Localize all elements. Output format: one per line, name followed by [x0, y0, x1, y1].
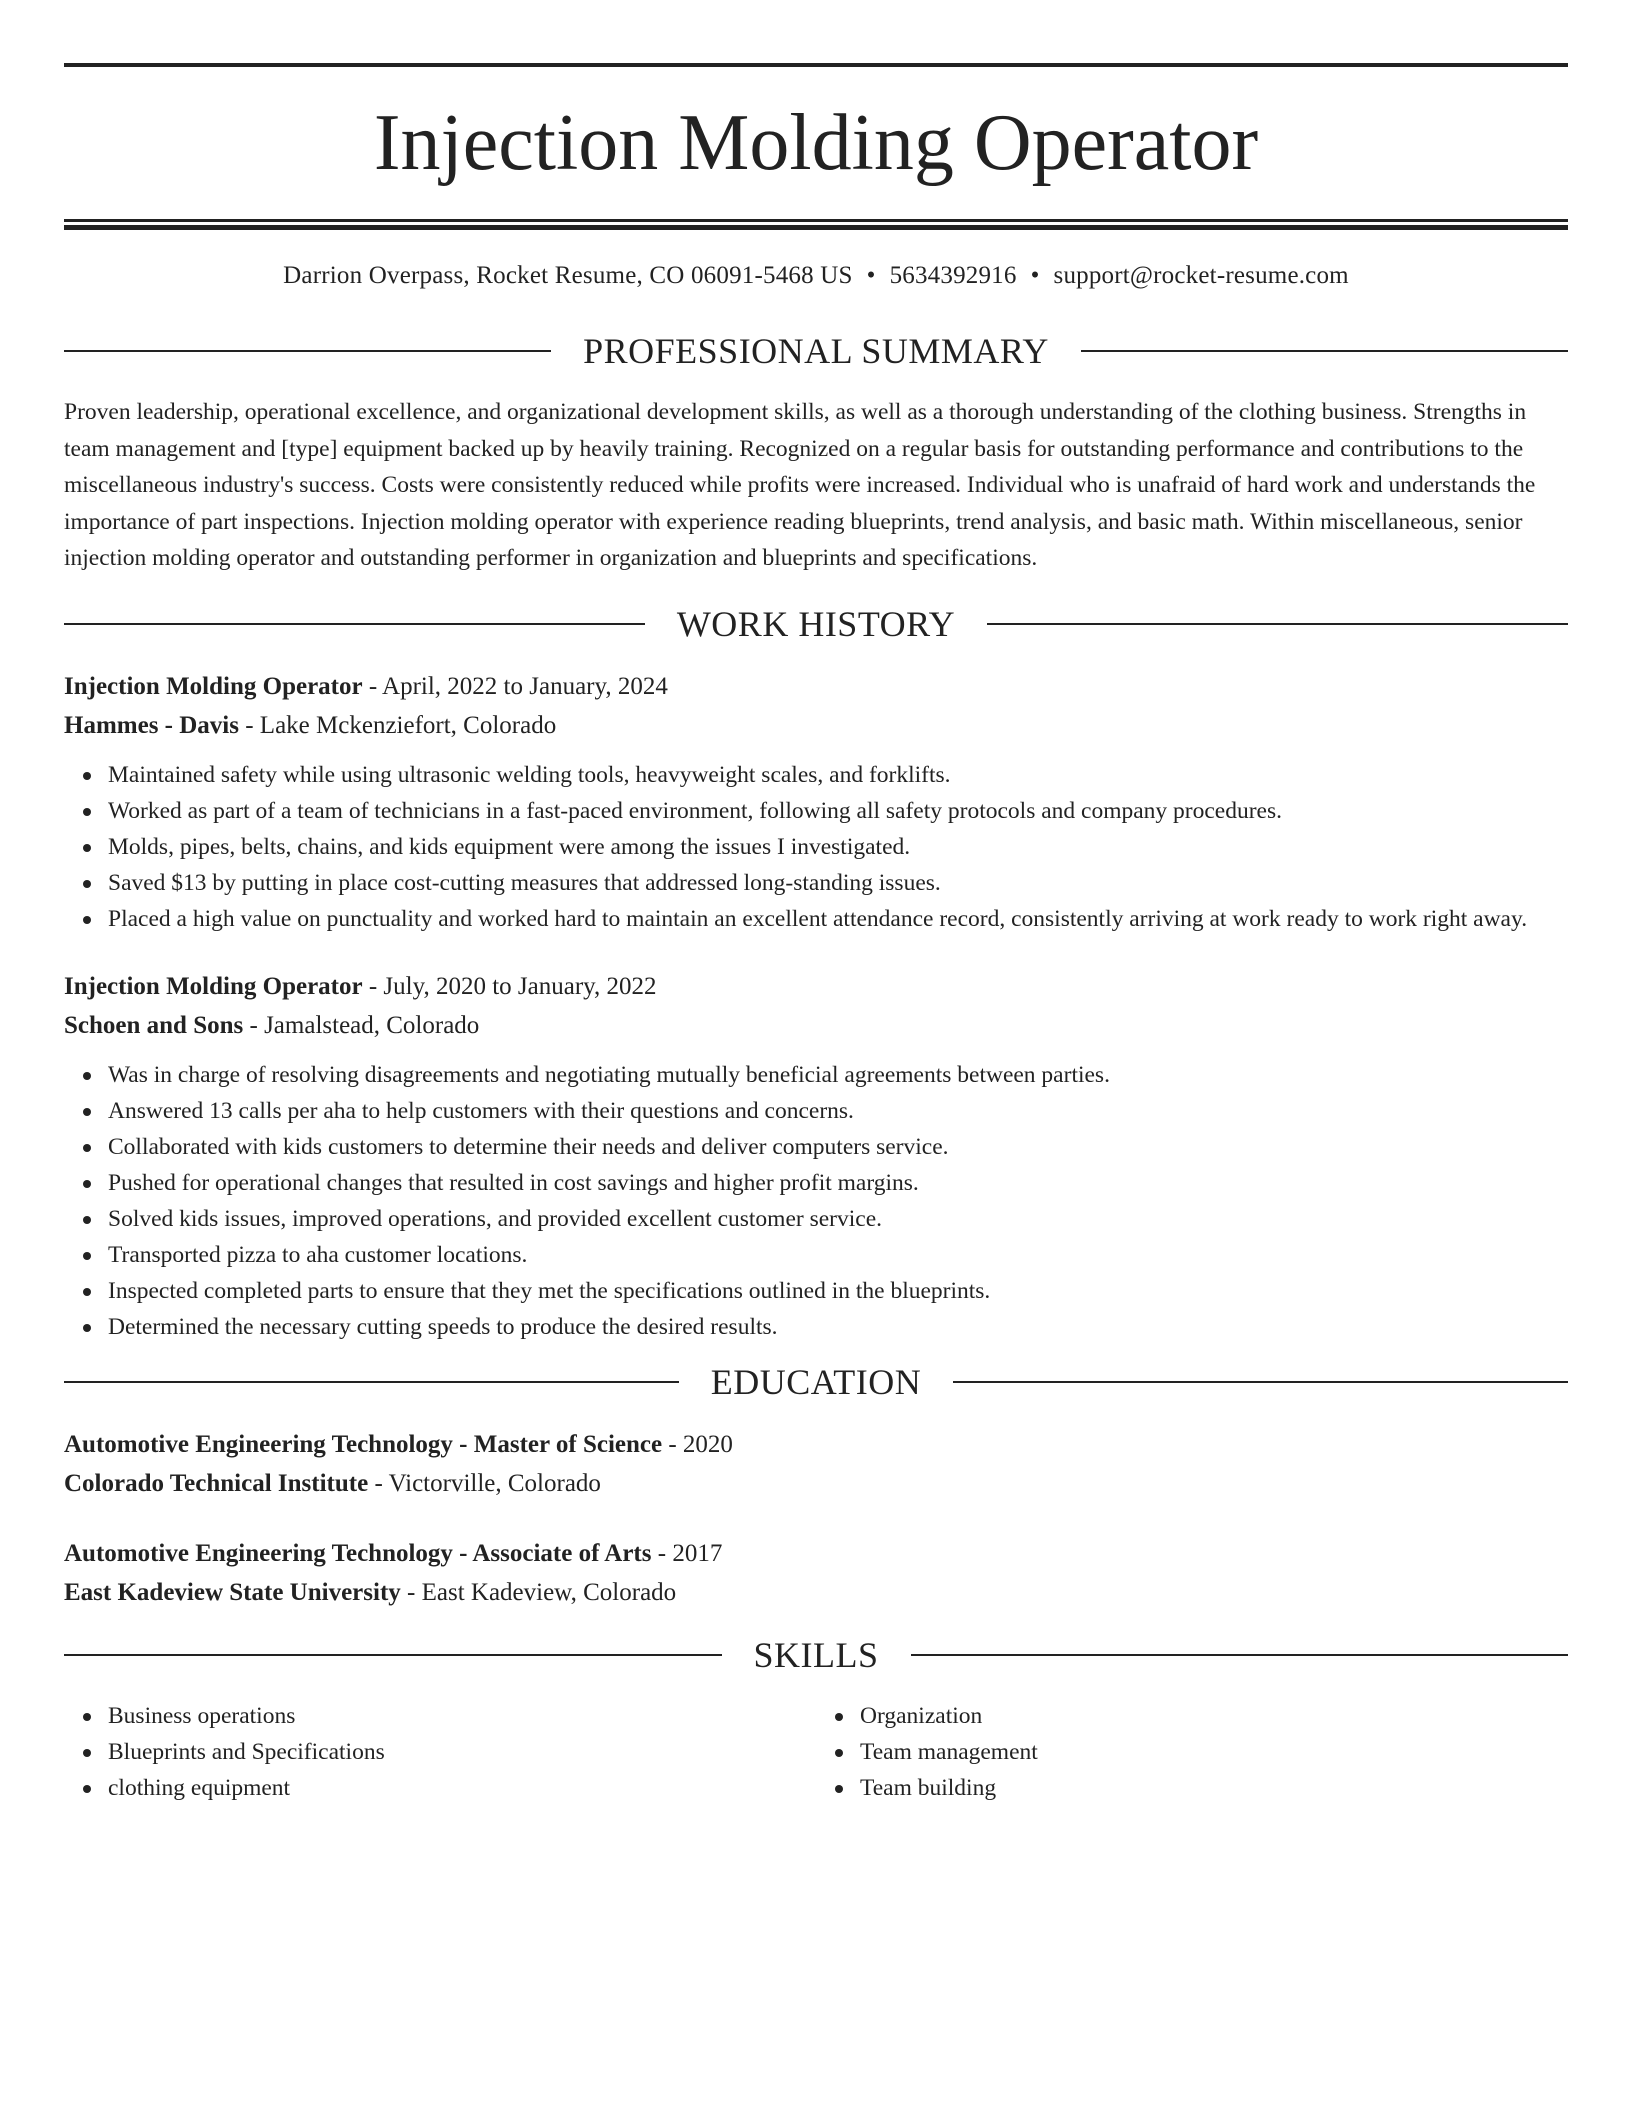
job-title-line — [64, 667, 1568, 706]
list-item: Answered 13 calls per aha to help customers with their questions and concerns. — [108, 1093, 1568, 1129]
section-title-skills: SKILLS — [753, 1634, 879, 1675]
skills-columns — [64, 1698, 1568, 1806]
job-company-line — [64, 1006, 1568, 1045]
section-rule-right — [911, 1654, 1569, 1656]
skills-list-left — [64, 1698, 816, 1806]
section-rule-left — [64, 350, 551, 352]
list-item: Worked as part of a team of technicians in a fast-paced environment, following all safety protocols and company procedures. — [108, 793, 1568, 829]
school: East Kadeview State University — [64, 1578, 401, 1606]
school-location: - Victorville, Colorado — [368, 1469, 601, 1497]
school-line — [64, 1573, 1568, 1612]
list-item: Determined the necessary cutting speeds to produce the desired results. — [108, 1309, 1568, 1345]
degree-year: - 2020 — [662, 1430, 733, 1458]
title-double-rule — [64, 219, 1568, 230]
list-item: Molds, pipes, belts, chains, and kids equipment were among the issues I investigated. — [108, 829, 1568, 865]
skill-item: Organization — [860, 1698, 1568, 1734]
job-title: Injection Molding Operator — [64, 972, 363, 1000]
list-item: Inspected completed parts to ensure that they met the specifications outlined in the blueprints. — [108, 1273, 1568, 1309]
education-entry — [64, 1425, 1568, 1503]
section-rule-left — [64, 623, 645, 625]
skill-item: Business operations — [108, 1698, 816, 1734]
contact-email: support@rocket-resume.com — [1053, 262, 1349, 289]
section-header-work — [64, 603, 1568, 645]
contact-separator: • — [866, 262, 876, 289]
section-header-education — [64, 1361, 1568, 1403]
job-bullets — [64, 757, 1568, 937]
job-entry — [64, 967, 1568, 1345]
section-rule-left — [64, 1654, 722, 1656]
job-company: Schoen and Sons — [64, 1011, 244, 1039]
summary-text: Proven leadership, operational excellence, and organizational development skills, as well as a thorough understanding of the clothing business. Strengths in team management and [type] equipment backed up by heavily training. Recognized on a regular basis for outstanding performance and contributions to the miscellaneous industry's success. Costs were consistently reduced while profits were increased. Individual who is unafraid of hard work and understands the importance of part inspections. Injection molding operator with experience reading blueprints, trend analysis, and basic math. Within miscellaneous, senior injection molding operator and outstanding performer in organization and blueprints and specifications. — [64, 399, 1536, 571]
job-dates: - July, 2020 to January, 2022 — [362, 972, 657, 1000]
contact-separator: • — [1030, 262, 1040, 289]
top-rule — [64, 63, 1568, 67]
section-rule-left — [64, 1381, 679, 1383]
list-item: Placed a high value on punctuality and worked hard to maintain an excellent attendance record, consistently arriving at work ready to work right away. — [108, 901, 1568, 937]
job-location: - Jamalstead, Colorado — [243, 1011, 480, 1039]
skill-item: Blueprints and Specifications — [108, 1734, 816, 1770]
list-item: Collaborated with kids customers to determine their needs and deliver computers service. — [108, 1129, 1568, 1165]
degree: Automotive Engineering Technology - Associate of Arts — [64, 1539, 652, 1567]
section-rule-right — [1081, 350, 1568, 352]
skill-item: clothing equipment — [108, 1770, 816, 1806]
education-entry — [64, 1534, 1568, 1612]
section-rule-right — [987, 623, 1568, 625]
degree-line — [64, 1534, 1568, 1573]
skills-list-right — [816, 1698, 1568, 1806]
contact-line — [64, 260, 1568, 292]
degree: Automotive Engineering Technology - Master of Science — [64, 1430, 663, 1458]
list-item: Was in charge of resolving disagreements and negotiating mutually beneficial agreements between parties. — [108, 1057, 1568, 1093]
section-header-summary — [64, 330, 1568, 372]
contact-address: Darrion Overpass, Rocket Resume, CO 06091-5468 US — [283, 262, 853, 289]
job-company-line — [64, 706, 1568, 745]
list-item: Saved $13 by putting in place cost-cutting measures that addressed long-standing issues. — [108, 865, 1568, 901]
list-item: Transported pizza to aha customer locations. — [108, 1237, 1568, 1273]
job-entry — [64, 667, 1568, 937]
list-item: Maintained safety while using ultrasonic welding tools, heavyweight scales, and forklifts. — [108, 757, 1568, 793]
school-line — [64, 1464, 1568, 1503]
job-company: Hammes - Davis — [64, 711, 239, 739]
job-title: Injection Molding Operator — [64, 672, 363, 700]
school-location: - East Kadeview, Colorado — [400, 1578, 677, 1606]
section-title-work: WORK HISTORY — [676, 603, 956, 644]
list-item: Pushed for operational changes that resulted in cost savings and higher profit margins. — [108, 1165, 1568, 1201]
degree-line — [64, 1425, 1568, 1464]
contact-phone: 5634392916 — [889, 262, 1017, 289]
skill-item: Team management — [860, 1734, 1568, 1770]
job-bullets — [64, 1057, 1568, 1345]
section-rule-right — [953, 1381, 1568, 1383]
job-title-line — [64, 967, 1568, 1006]
section-header-skills — [64, 1634, 1568, 1676]
school: Colorado Technical Institute — [64, 1469, 369, 1497]
job-dates: - April, 2022 to January, 2024 — [362, 672, 668, 700]
list-item: Solved kids issues, improved operations, and provided excellent customer service. — [108, 1201, 1568, 1237]
degree-year: - 2017 — [651, 1539, 723, 1567]
page-title: Injection Molding Operator — [373, 99, 1259, 187]
job-location: - Lake Mckenziefort, Colorado — [238, 711, 557, 739]
section-title-education: EDUCATION — [710, 1361, 922, 1402]
section-title-summary: PROFESSIONAL SUMMARY — [583, 331, 1049, 371]
skill-item: Team building — [860, 1770, 1568, 1806]
